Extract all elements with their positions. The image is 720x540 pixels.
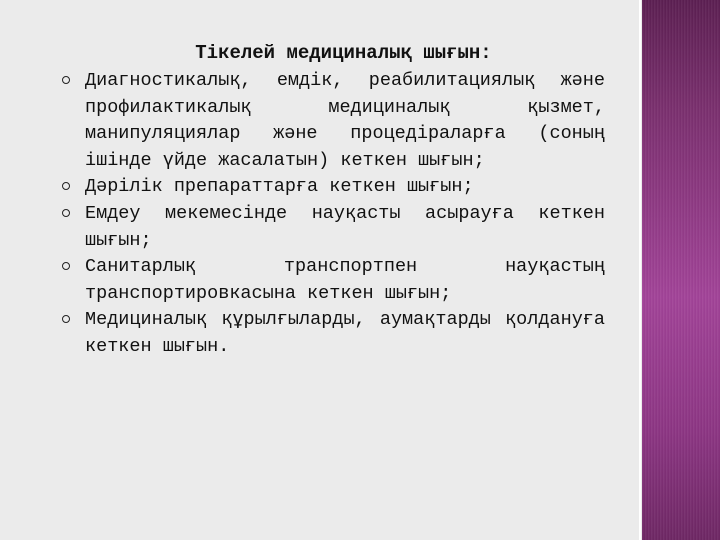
bullet-item <box>62 68 605 174</box>
side-divider-line <box>639 0 641 540</box>
bullet-text: Санитарлық транспортпен науқастың транспортировкасына кеткен шығын; <box>85 256 605 304</box>
hollow-circle-bullet-icon <box>62 182 70 190</box>
slide-content <box>62 40 605 361</box>
hollow-circle-bullet-icon <box>62 315 70 323</box>
bullet-text: Емдеу мекемесінде науқасты асырауға кеткен шығын; <box>85 202 605 251</box>
bullet-text: Дәрілік препараттарға кеткен шығын; <box>85 176 474 198</box>
bullet-list <box>62 68 605 361</box>
hollow-circle-bullet-icon <box>62 209 70 217</box>
bullet-item <box>62 201 605 254</box>
hollow-circle-bullet-icon <box>62 76 70 84</box>
decorative-side-panel <box>642 0 720 540</box>
bullet-item <box>62 254 605 307</box>
hollow-circle-bullet-icon <box>62 262 70 270</box>
bullet-item <box>62 307 605 360</box>
bullet-item <box>62 174 605 201</box>
bullet-text: Диагностикалық, емдік, реабилитациялық және профилактикалық медициналық қызмет, манипуляциялар және процедіраларға (соның ішінде үйде жасалатын) кеткен шығын; <box>85 70 605 171</box>
slide-title: Тікелей медициналық шығын: <box>195 42 492 64</box>
bullet-text: Медициналық құрылғыларды, аумақтарды қолдануға кеткен шығын. <box>85 309 605 357</box>
